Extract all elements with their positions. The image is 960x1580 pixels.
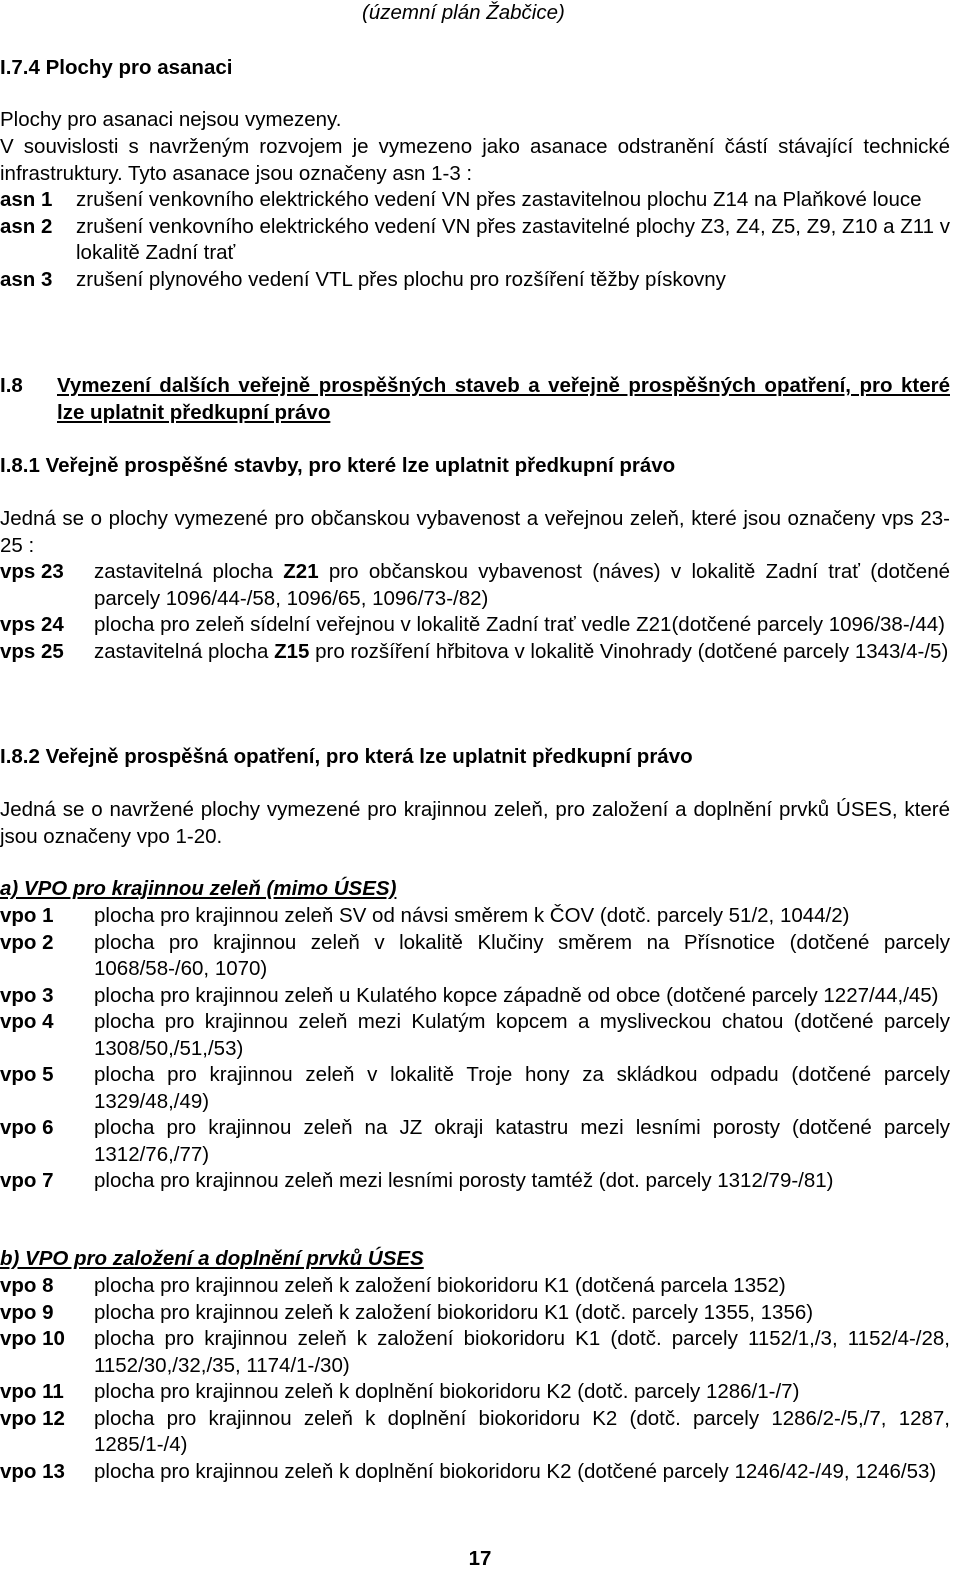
section-heading-174: I.7.4 Plochy pro asanaci xyxy=(0,56,233,79)
list-item xyxy=(0,1168,950,1195)
subsection-title-a: a) VPO pro krajinnou zeleň (mimo ÚSES) xyxy=(0,877,397,900)
list-item xyxy=(0,903,950,930)
item-text: zrušení venkovního elektrického vedení VN přes zastavitelné plochy Z3, Z4, Z5, Z9, Z10 a Z11 v lokalitě Zadní trať xyxy=(76,214,950,264)
list-item xyxy=(0,930,950,983)
paragraph: Jedná se o navržené plochy vymezené pro krajinnou zeleň, pro založení a doplnění prvků ÚSES, které jsou označeny vpo 1-20. xyxy=(0,798,950,848)
item-text: plocha pro krajinnou zeleň mezi Kulatým kopcem a mysliveckou chatou (dotčené parcely 1308/50,/51,/53) xyxy=(94,1010,950,1060)
item-text: plocha pro krajinnou zeleň k založení biokoridoru K1 (dotč. parcely 1152/1,/3, 1152/4-/28, 1152/30,/32,/35, 1174/1-/30) xyxy=(94,1327,950,1377)
item-label: vpo 1 xyxy=(0,904,54,927)
vpo-list-b xyxy=(0,1273,950,1485)
item-text: plocha pro krajinnou zeleň k založení biokoridoru K1 (dotčená parcela 1352) xyxy=(94,1274,786,1297)
section-number: I.8 xyxy=(0,374,23,397)
list-item xyxy=(0,1273,950,1300)
item-text: plocha pro krajinnou zeleň na JZ okraji katastru mezi lesními porosty (dotčené parcely 1312/76,/77) xyxy=(94,1116,950,1166)
item-label: vpo 8 xyxy=(0,1274,54,1297)
item-label: asn 3 xyxy=(0,267,53,291)
text-part: zastavitelná plocha xyxy=(94,560,284,583)
list-item xyxy=(0,1062,950,1115)
item-label: vpo 5 xyxy=(0,1063,54,1086)
item-label: vpo 4 xyxy=(0,1010,54,1033)
item-text: plocha pro krajinnou zeleň v lokalitě Troje hony za skládkou odpadu (dotčené parcely 1329/48,/49) xyxy=(94,1063,950,1113)
item-label: vpo 9 xyxy=(0,1300,54,1324)
paragraph: V souvislosti s navrženým rozvojem je vymezeno jako asanace odstranění částí stávající technické infrastruktury. Tyto asanace jsou označeny asn 1-3 : xyxy=(0,135,950,185)
item-label: vpo 11 xyxy=(0,1380,64,1403)
list-item xyxy=(0,214,950,267)
paragraph: Plochy pro asanaci nejsou vymezeny. xyxy=(0,108,342,131)
item-label: vps 25 xyxy=(0,639,64,663)
list-item xyxy=(0,983,950,1010)
item-text: plocha pro krajinnou zeleň u Kulatého kopce západně od obce (dotčené parcely 1227/44,/45) xyxy=(94,983,939,1007)
vps-list xyxy=(0,559,950,665)
item-text: plocha pro krajinnou zeleň k doplnění biokoridoru K2 (dotčené parcely 1246/42-/49, 1246/53) xyxy=(94,1459,937,1483)
list-item xyxy=(0,1326,950,1379)
item-text xyxy=(94,559,950,612)
list-item xyxy=(0,559,950,612)
item-label: vps 24 xyxy=(0,613,64,636)
item-label: vpo 2 xyxy=(0,930,54,954)
list-item xyxy=(0,1379,950,1406)
section-heading-18 xyxy=(0,373,950,426)
paragraph: Jedná se o plochy vymezené pro občanskou vybavenost a veřejnou zeleň, které jsou označeny vps 23-25 : xyxy=(0,507,950,557)
item-text: zrušení plynového vedení VTL přes plochu pro rozšíření těžby pískovny xyxy=(76,267,726,291)
item-text: plocha pro zeleň sídelní veřejnou v lokalitě Zadní trať vedle Z21(dotčené parcely 1096/38-/44) xyxy=(94,613,945,636)
text-part: pro rozšíření hřbitova v lokalitě Vinohrady (dotčené parcely 1343/4-/5) xyxy=(309,639,949,663)
list-item xyxy=(0,612,950,639)
list-item xyxy=(0,1300,950,1327)
item-label: vps 23 xyxy=(0,560,64,583)
item-label: vpo 7 xyxy=(0,1169,54,1192)
list-item xyxy=(0,1406,950,1459)
list-item xyxy=(0,267,950,294)
list-item xyxy=(0,1115,950,1168)
item-text: plocha pro krajinnou zeleň k doplnění biokoridoru K2 (dotč. parcely 1286/2-/5,/7, 1287, 1285/1-/4) xyxy=(94,1406,950,1456)
list-item xyxy=(0,1009,950,1062)
header-note: (územní plán Žabčice) xyxy=(362,1,565,24)
list-item xyxy=(0,1459,950,1486)
text-part: pro občanskou vybavenost (náves) v lokalitě Zadní trať (dotčené parcely 1096/44-/58, 1096/65, 1096/73-/82) xyxy=(94,560,950,610)
subsection-title-b: b) VPO pro založení a doplnění prvků ÚSES xyxy=(0,1247,424,1270)
area-code: Z21 xyxy=(283,560,319,583)
area-code: Z15 xyxy=(274,639,310,663)
item-label: vpo 13 xyxy=(0,1459,65,1483)
item-text xyxy=(94,639,950,666)
asn-list xyxy=(0,187,950,293)
list-item xyxy=(0,187,950,214)
list-item xyxy=(0,639,950,666)
item-text: plocha pro krajinnou zeleň k doplnění biokoridoru K2 (dotč. parcely 1286/1-/7) xyxy=(94,1380,800,1403)
vpo-list-a xyxy=(0,903,950,1195)
item-label: asn 2 xyxy=(0,214,53,238)
item-label: vpo 12 xyxy=(0,1406,65,1430)
item-label: vpo 3 xyxy=(0,983,54,1007)
item-label: asn 1 xyxy=(0,188,53,211)
item-label: vpo 6 xyxy=(0,1116,54,1139)
item-text: plocha pro krajinnou zeleň v lokalitě Klučiny směrem na Přísnotice (dotčené parcely 1068/58-/60, 1070) xyxy=(94,930,950,980)
page-number: 17 xyxy=(468,1547,492,1570)
item-label: vpo 10 xyxy=(0,1327,65,1350)
item-text: plocha pro krajinnou zeleň k založení biokoridoru K1 (dotč. parcely 1355, 1356) xyxy=(94,1300,814,1324)
section-title: Vymezení dalších veřejně prospěšných staveb a veřejně prospěšných opatření, pro které lze uplatnit předkupní právo xyxy=(57,374,950,424)
section-heading-182: I.8.2 Veřejně prospěšná opatření, pro která lze uplatnit předkupní právo xyxy=(0,745,693,768)
item-text: plocha pro krajinnou zeleň mezi lesními porosty tamtéž (dot. parcely 1312/79-/81) xyxy=(94,1169,834,1192)
item-text: zrušení venkovního elektrického vedení VN přes zastavitelnou plochu Z14 na Plaňkové louce xyxy=(76,188,922,211)
text-part: zastavitelná plocha xyxy=(94,639,275,663)
item-text: plocha pro krajinnou zeleň SV od návsi směrem k ČOV (dotč. parcely 51/2, 1044/2) xyxy=(94,904,850,927)
section-heading-181: I.8.1 Veřejně prospěšné stavby, pro které lze uplatnit předkupní právo xyxy=(0,454,676,477)
